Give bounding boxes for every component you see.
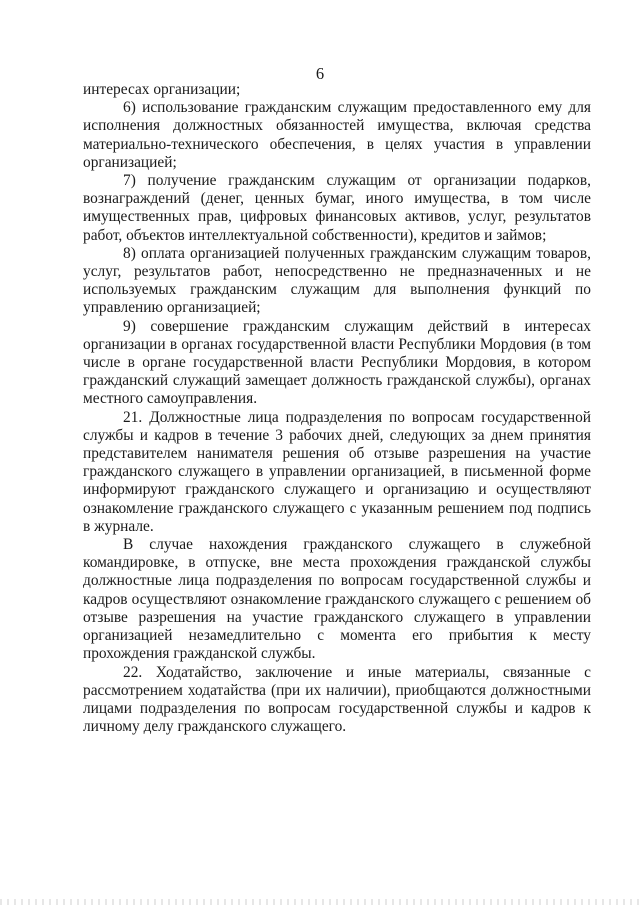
paragraph-business-trip-case: В случае нахождения гражданского служащего в служебной командировке, в отпуске, вне места прохождения гражданской службы должностные лица подразделения по вопросам государственной службы и кадров осуществляют ознакомление гражданского служащего с решением об отзыве разрешения на участие гражданского служащего в управлении организацией незамедлительно с момента его прибытия к месту прохождения гражданской службы.	[83, 536, 591, 663]
paragraph-continuation: интересах организации;	[83, 81, 241, 98]
paragraph-item-8: 8) оплата организацией полученных гражданским служащим товаров, услуг, результатов работ, непосредственно не предназначенных и не используемых гражданским служащим для выполнения функций по управлению организацией;	[83, 244, 591, 317]
paragraph-clause-22: 22. Ходатайство, заключение и иные материалы, связанные с рассмотрением ходатайства (при их наличии), приобщаются должностными лицами подразделения по вопросам государственной службы и кадров к личному делу гражданского служащего.	[83, 663, 591, 736]
paragraph-clause-21: 21. Должностные лица подразделения по вопросам государственной службы и кадров в течение 3 рабочих дней, следующих за днем принятия представителем нанимателя решения об отзыве разрешения на участие гражданского служащего в управлении организацией, в письменной форме информируют гражданского служащего и организацию и осуществляют ознакомление гражданского служащего с указанным решением под подпись в журнале.	[83, 408, 591, 535]
paragraph-item-7: 7) получение гражданским служащим от организации подарков, вознаграждений (денег, ценных бумаг, иного имущества, в том числе имущественных прав, цифровых финансовых активов, услуг, результатов работ, объектов интеллектуальной собственности), кредитов и займов;	[83, 172, 591, 244]
paragraph-item-9: 9) совершение гражданским служащим действий в интересах организации в органах государственной власти Республики Мордовия (в том числе в органе государственной власти Республики Мордовия, в котором гражданский служащий замещает должность гражданской службы), органах местного самоуправления.	[83, 317, 591, 408]
page-number: 6	[315, 64, 325, 83]
scan-edge-artifact	[0, 899, 640, 905]
document-body	[83, 81, 591, 736]
paragraph-item-6: 6) использование гражданским служащим предоставленного ему для исполнения должностных обязанностей имущества, включая средства материально-технического обеспечения, в целях участия в управлении организацией;	[83, 99, 591, 171]
